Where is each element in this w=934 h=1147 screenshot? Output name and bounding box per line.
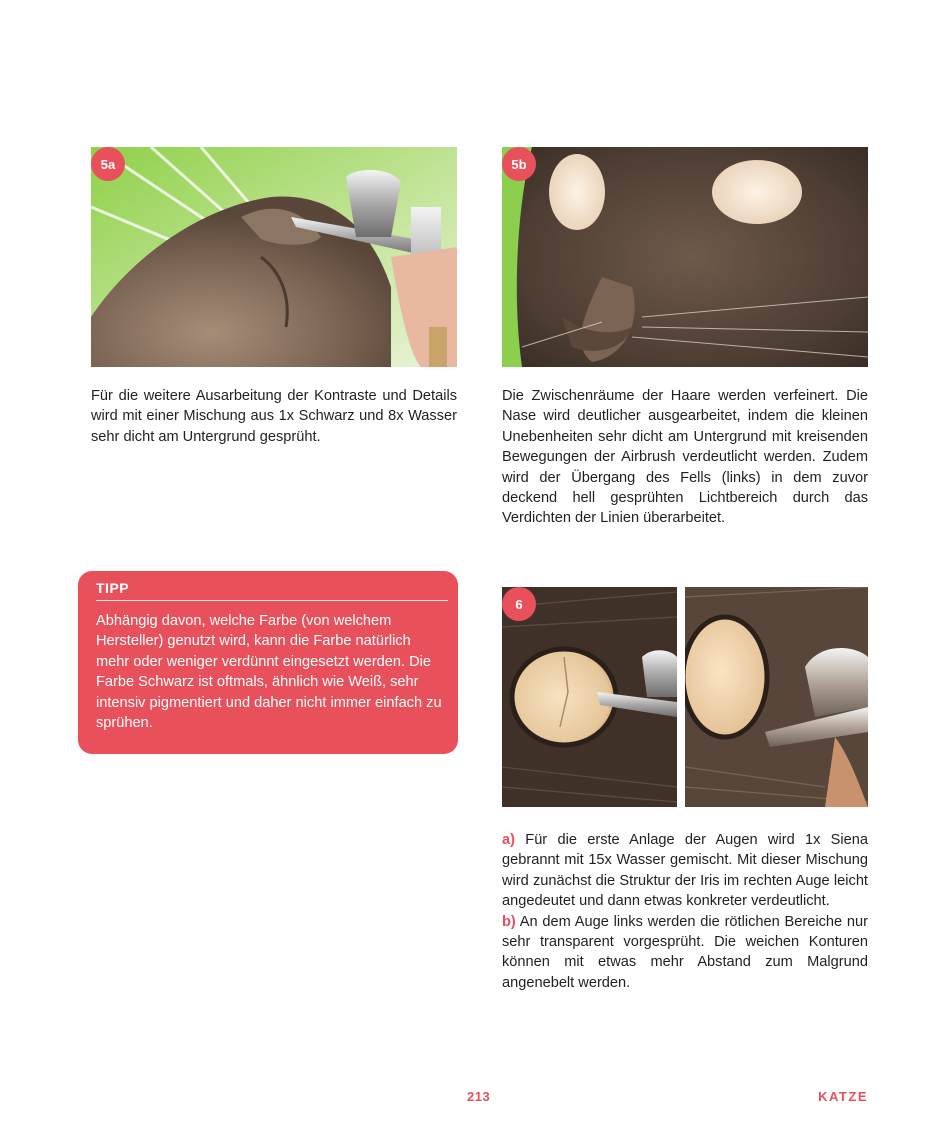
cat-face-eyes-photo-icon [502, 147, 868, 367]
caption-6b-label: b) [502, 913, 516, 930]
figure-5b-photo [502, 147, 868, 367]
caption-6a-text: Für die erste Anlage der Augen wird 1x Siena gebrannt mit 15x Wasser gemischt. Mit dieser Mischung wird zunächst die Struktur der Iris im rechten Auge leicht angedeutet und dann etwas konkreter verdeutlicht. [502, 832, 868, 910]
caption-6b-text: An dem Auge links werden die rötlichen Bereiche nur sehr transparent vorgesprüht. Die weichen Konturen können mit etwas mehr Abstand zum Malgrund angenebelt werden. [502, 913, 869, 991]
caption-6 [502, 830, 868, 993]
cat-nose-airbrush-photo-icon [91, 147, 457, 367]
cat-eye-airbrush-photo-icon [685, 587, 868, 807]
section-title: KATZE [818, 1089, 868, 1104]
cat-eye-airbrush-photo-icon [502, 587, 677, 807]
tip-title: TIPP [96, 580, 130, 596]
caption-5b: Die Zwischenräume der Haare werden verfeinert. Die Nase wird deutlicher ausgearbeitet, indem die kleinen Unebenheiten sehr dicht am Untergrund mit kreisenden Bewegungen der Airbrush verdeutlicht werden. Zudem wird der Übergang des Fells (links) in dem zuvor deckend hell gesprühten Lichtbereich durch das Verdichten der Linien überarbeitet. [502, 388, 868, 527]
figure-5a-badge: 5a [91, 147, 125, 181]
caption-5a: Für die weitere Ausarbeitung der Kontraste und Details wird mit einer Mischung aus 1x Schwarz und 8x Wasser sehr dicht am Untergrund gesprüht. [91, 388, 457, 445]
figure-5a-photo [91, 147, 457, 367]
tip-box [78, 571, 458, 754]
figure-6a-photo [502, 587, 677, 807]
figure-6-badge: 6 [502, 587, 536, 621]
caption-6a-label: a) [502, 832, 515, 848]
page-number: 213 [467, 1089, 491, 1104]
tip-body: Abhängig davon, welche Farbe (von welchem Hersteller) genutzt wird, kann die Farbe natürlich mehr oder weniger verdünnt eingesetzt werden. Die Farbe Schwarz ist oftmals, ähnlich wie Weiß, sehr intensiv pigmentiert und daher nicht immer einfach zu sprühen. [96, 613, 442, 732]
figure-6b-photo [685, 587, 868, 807]
figure-5b-badge: 5b [502, 147, 536, 181]
tip-divider [96, 600, 448, 601]
